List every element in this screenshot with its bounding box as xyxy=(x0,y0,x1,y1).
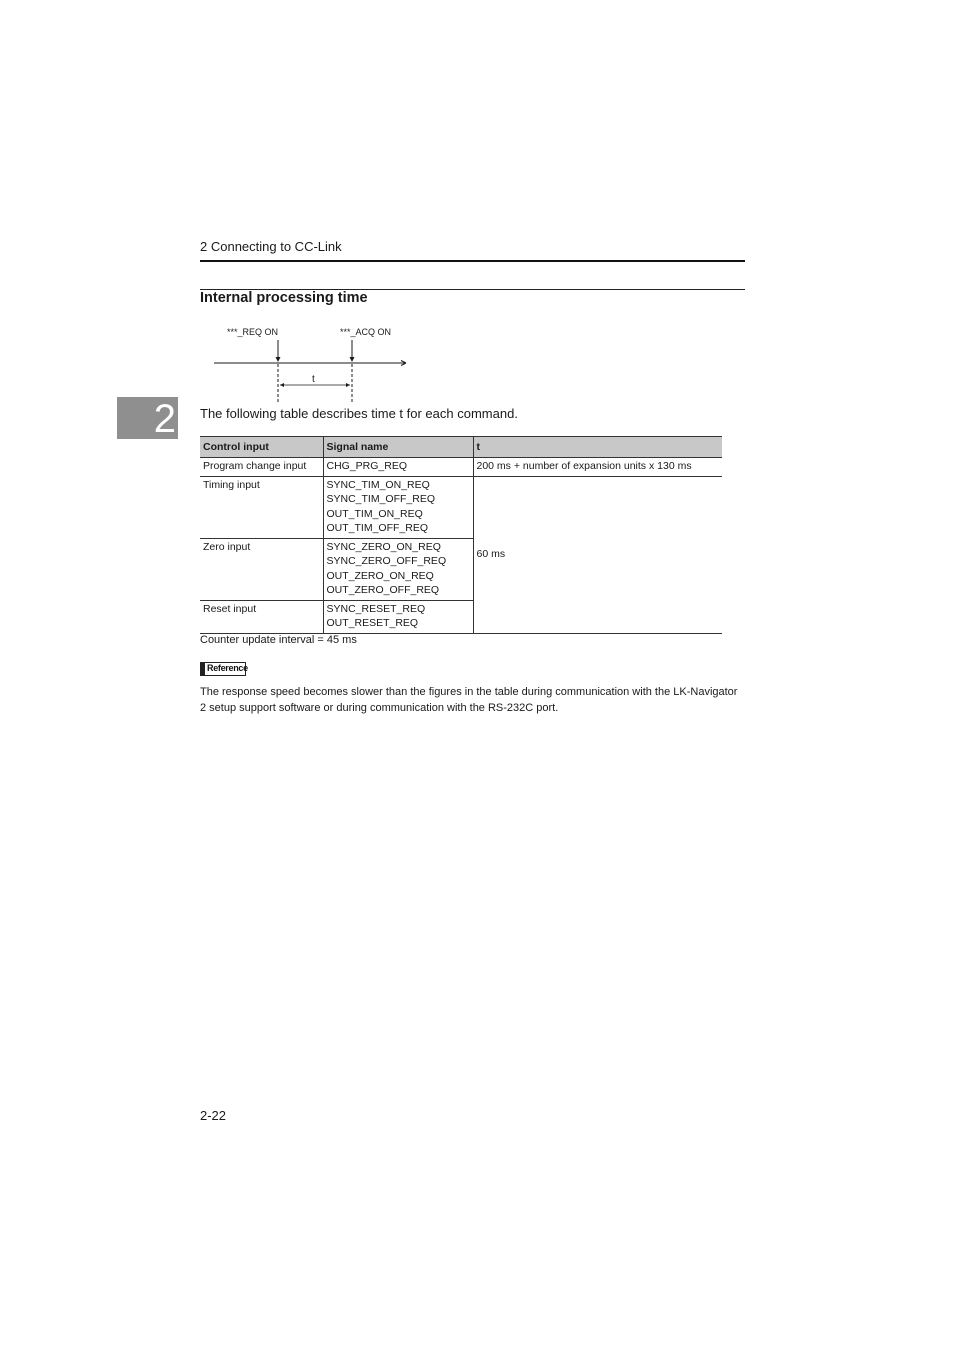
control-input-cell: Zero input xyxy=(200,538,323,600)
signal-name-cell xyxy=(323,458,473,477)
control-input-cell: Timing input xyxy=(200,476,323,538)
intro-text: The following table describes time t for each command. xyxy=(200,406,518,421)
signal-name: SYNC_TIM_OFF_REQ xyxy=(326,493,436,505)
control-input-cell: Reset input xyxy=(200,600,323,633)
signal-name: CHG_PRG_REQ xyxy=(326,460,408,472)
interval-label: t xyxy=(312,374,315,385)
signal-name: SYNC_RESET_REQ xyxy=(326,602,426,615)
acq-arrowhead xyxy=(350,357,355,362)
header-time: t xyxy=(473,437,722,458)
req-on-label: ***_REQ ON xyxy=(227,327,279,337)
control-input-cell: Program change input xyxy=(200,458,323,477)
chapter-tab: 2 xyxy=(117,397,178,439)
signal-name-cell xyxy=(323,476,473,538)
signal-name: OUT_TIM_OFF_REQ xyxy=(326,522,429,534)
reference-badge-bar xyxy=(200,662,205,676)
signal-name: OUT_TIM_ON_REQ xyxy=(326,507,423,520)
header-signal-name: Signal name xyxy=(323,437,473,458)
req-arrowhead xyxy=(276,357,281,362)
header-rule xyxy=(200,260,745,262)
running-header: 2 Connecting to CC-Link xyxy=(200,239,342,254)
signal-name: OUT_RESET_REQ xyxy=(326,617,419,629)
counter-note: Counter update interval = 45 ms xyxy=(200,634,357,646)
timing-diagram xyxy=(200,322,420,402)
signal-name: SYNC_TIM_ON_REQ xyxy=(326,478,430,491)
page-number: 2-22 xyxy=(200,1108,227,1123)
signal-name: SYNC_ZERO_ON_REQ xyxy=(326,540,441,553)
reference-badge xyxy=(200,662,246,676)
section-title: Internal processing time xyxy=(200,290,368,306)
reference-text: The response speed becomes slower than the figures in the table during communication with the LK-Navigator 2 setup support software or during communication with the RS-232C port. xyxy=(200,686,738,714)
signal-name-cell xyxy=(323,538,473,600)
signal-name-cell xyxy=(323,600,473,633)
signal-name: SYNC_ZERO_OFF_REQ xyxy=(326,555,447,567)
signal-name: OUT_ZERO_OFF_REQ xyxy=(326,584,440,596)
header-control-input: Control input xyxy=(200,437,323,458)
merged-time-cell: 60 ms xyxy=(473,476,722,633)
signal-name: OUT_ZERO_ON_REQ xyxy=(326,569,434,582)
reference-badge-label: Reference xyxy=(207,663,248,673)
table-header-row xyxy=(200,437,722,458)
acq-on-label: ***_ACQ ON xyxy=(340,327,392,337)
table-row xyxy=(200,458,722,477)
time-cell: 200 ms + number of expansion units x 130 ms xyxy=(473,458,722,477)
table-row xyxy=(200,476,722,538)
command-time-table xyxy=(200,436,722,634)
